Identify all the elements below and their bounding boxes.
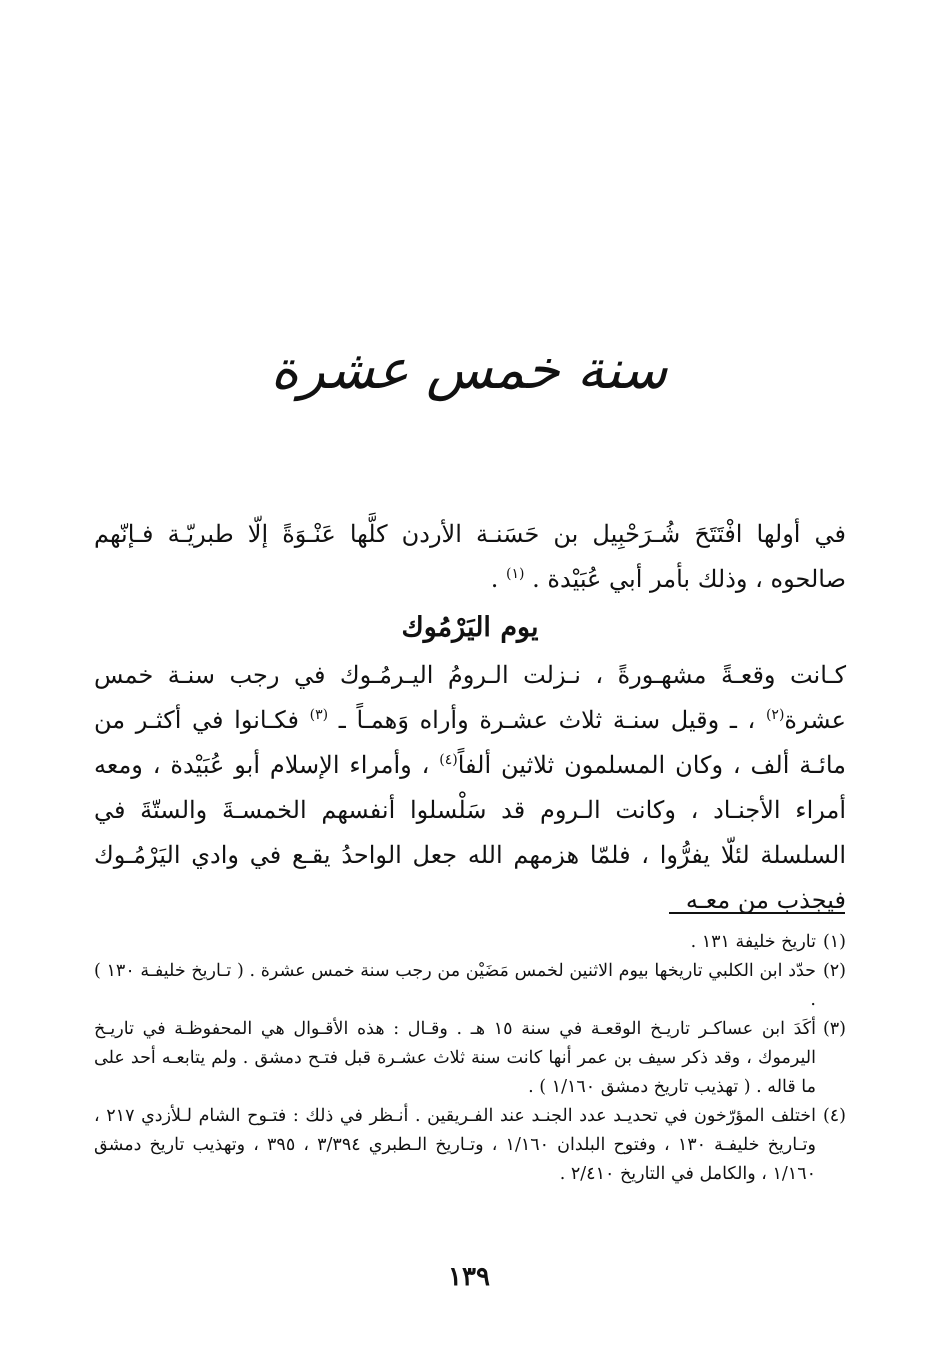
footnote-ref-4: (٤) <box>439 752 458 768</box>
section-text-1: كـانت وقعـةً مشهـورةً ، نـزلت الـرومُ اليـرمُـوك في رجب سنـة خمس عشرة <box>94 661 846 734</box>
footnote-ref-3: (٣) <box>309 707 329 723</box>
section-text-3: فكـانوا في أكثـر من مائـة ألف ، وكان المسلمون ثلاثين ألفاً <box>94 706 846 779</box>
footnote-item <box>94 928 846 957</box>
main-text <box>94 512 846 923</box>
footnote-ref-2: (٢) <box>765 707 785 723</box>
footnote-divider <box>669 912 845 914</box>
section-paragraph <box>94 653 846 923</box>
footnote-ref-1: (١) <box>506 566 525 582</box>
footnote-number: (٢) <box>822 961 846 981</box>
footnote-item <box>94 1102 846 1189</box>
footnote-text: تاريخ خليفة ١٣١ . <box>690 932 816 952</box>
footnote-item <box>94 1015 846 1102</box>
footnote-number: (٤) <box>822 1106 846 1126</box>
intro-end: . <box>490 565 499 593</box>
footnote-text: اختلف المؤرّخون في تحديـد عدد الجنـد عند الفـريقين . أنـظر في ذلك : فتـوح الشام لـلأزدي ٢١٧ ، وتـاريخ خليفـة ١٣٠ ، وفتوح البلدان ١/١٦٠ ، وتـاريخ الـطبري ٣/٣٩٤ ، ٣٩٥ ، وتهذيب تاريخ دمشق ١/١٦٠ ، والكامل في التاريخ ٢/٤١٠ . <box>94 1106 816 1184</box>
footnote-text: أكَدَ ابن عساكـر تاريـخ الوقعـة في سنة ١٥ هـ . وقـال : هذه الأقـوال هي المحفوظـة في تاريـخ اليرموك ، وقد ذكر سيف بن عمر أنها كانت سنة ثلاث عشـرة قبل فتـح دمشق . ولم يتابعـه أحد على ما قاله . ( تهذيب تاريخ دمشق ١/١٦٠ ) . <box>94 1019 816 1097</box>
page-number: ١٣٩ <box>448 1262 490 1292</box>
intro-text: في أولها افْتَتَحَ شُـرَحْبِيل بن حَسَنـة الأردن كلَّها عَنْـوَةً إلّا طبريّـة فـإنّهم صالحوه ، وذلك بأمر أبي عُبَيْدة . <box>94 520 846 593</box>
footnotes <box>94 928 846 1189</box>
section-text-2: ، ـ وقيل سنـة ثلاث عشـرة وأراه وَهمـاً ـ <box>338 706 756 734</box>
footnote-item <box>94 957 846 1015</box>
footnote-number: (٣) <box>822 1019 846 1039</box>
section-text-4: ، وأمراء الإسلام أبو عُبَيْدة ، ومعه أمراء الأجنـاد ، وكانت الـروم قد سَلْسلوا أنفسهم الخمسـةَ والستّةَ في السلسلة لئلّا يفرُّوا ، فلمّا هزمهم الله جعل الواحدُ يقـع في وادي اليَرْمُـوك فيجذب من معـه <box>94 751 846 914</box>
footnote-text: حدّد ابن الكلبي تاريخها بيوم الاثنين لخمس مَضَيْن من رجب سنة خمس عشرة . ( تـاريخ خليفـة ١٣٠ ) . <box>94 961 816 1010</box>
section-heading: يوم اليَرْمُوك <box>401 612 539 643</box>
footnote-number: (١) <box>822 932 846 952</box>
chapter-title: سنة خمس عشرة <box>270 338 668 401</box>
intro-paragraph <box>94 512 846 602</box>
